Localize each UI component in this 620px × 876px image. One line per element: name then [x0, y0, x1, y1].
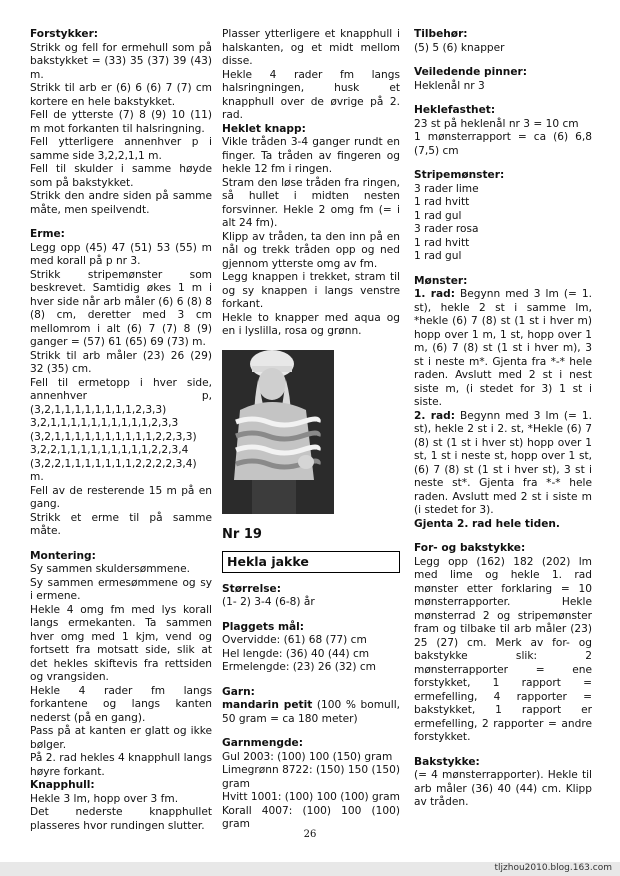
row-label: 1. rad:: [414, 288, 455, 300]
section-heading: Montering:: [30, 549, 96, 562]
text-line: 1 rad hvitt: [414, 236, 470, 249]
section-heading: For- og bakstykke:: [414, 542, 526, 554]
section-heading: Heklefasthet:: [414, 104, 496, 116]
column-right: [414, 28, 592, 821]
text-line: Klipp av tråden, ta den inn på en nål og trekk tråden opp og ned gjennom ytterste omg av fm.: [222, 230, 400, 270]
section-stripemonster: [414, 169, 592, 264]
text-line: 23 st på heklenål nr 3 = 10 cm: [414, 117, 579, 130]
row-text: Begynn med 3 lm (= 1. st), hekle 2 st i samme lm, *hekle (6) 7 (8) st (1 st i hver m) hopp over 1 m, 1 st, hopp over 1 m, (6) 7 (8) st (1 st i hver m), 3 st i neste m*. Gjenta fra *-* hele raden. Avslutt med 2 st i nest siste m, (i stedet for 3) 1 st i siste.: [414, 288, 592, 408]
section-heading: Mønster:: [414, 274, 468, 287]
yarn-details: (100 % bomull, 50 gram = ca 180 meter): [222, 699, 401, 725]
section-heading: Knapphull:: [30, 779, 95, 791]
text-line: (5) 5 (6) knapper: [414, 41, 505, 54]
text-line: 1 rad gul: [414, 250, 462, 262]
row-label: 2. rad:: [414, 409, 455, 422]
text-line: Hekle 4 rader fm langs halsringningen, husk et knapphull over de øvrige på 2. rad.: [222, 68, 400, 121]
section-erme: [30, 228, 212, 539]
girl-in-jacket-illustration: [222, 350, 334, 514]
text-line: Overvidde: (61) 68 (77) cm: [222, 634, 367, 646]
footer-url: tljzhou2010.blog.163.com: [494, 863, 612, 873]
text-line: Strikk til arb er (6) 6 (6) 7 (7) cm kortere en hele bakstykket.: [30, 82, 212, 108]
section-heading: Forstykker:: [30, 28, 99, 40]
yarn-name: mandarin petit: [222, 699, 313, 711]
section-knapphull: [30, 779, 212, 833]
text-line: Hel lengde: (36) 40 (44) cm: [222, 647, 370, 660]
text-line: Fell til ermetopp i hver side, annenhver p, (3,2,1,1,1,1,1,1,1,1,2,3,3) 3,2,1,1,1,1,1,1,1,1,1,1,2,3,3 (3,2,1,1,1,1,1,1,1,1,1,1,2,2,3,3) 3,2,2,1,1,1,1,1,1,1,1,1,2,2,3,4 (3,2,2,1,1,1,1,1,1,1,2,2,2,2,3,4) m.: [30, 376, 212, 483]
section-bakstykke: [414, 756, 592, 810]
text-line: Gjenta 2. rad hele tiden.: [414, 517, 560, 530]
text-line: Strikk stripemønster som beskrevet. Samtidig økes 1 m i hver side når arb måler (6) 6 (8) 8 (8) cm, deretter med 3 cm mellomrom i alt (6) 7 (7) 8 (9) ganger = (57) 61 (65) 69 (73) m.: [30, 268, 212, 348]
pattern-number: Nr 19: [222, 526, 262, 542]
text-line: Sy sammen ermesømmene og sy i ermene.: [30, 576, 212, 602]
text-line: 1 rad hvitt: [414, 196, 470, 208]
text-line: Legg knappen i trekket, stram til og sy knappen i langs venstre forkant.: [222, 271, 400, 310]
text-line: Heklenål nr 3: [414, 79, 485, 92]
text-line: Hvitt 1001: (100) 100 (100) gram: [222, 791, 400, 803]
column-middle: [222, 28, 400, 843]
text-line: Gul 2003: (100) 100 (150) gram: [222, 750, 393, 763]
section-garnmengde: [222, 737, 400, 832]
section-intro: [222, 28, 400, 123]
section-heading: Garn:: [222, 685, 255, 698]
text-line: Fell de ytterste (7) 8 (9) 10 (11) m mot forkanten til halsringning.: [30, 109, 212, 135]
section-forstykker: [30, 28, 212, 217]
pattern-title: Hekla jakke: [222, 551, 400, 573]
section-heading: Bakstykke:: [414, 755, 480, 768]
text-line: Det nederste knapphullet plasseres hvor rundingen slutter.: [30, 806, 212, 832]
text-line: 1 rad gul: [414, 209, 462, 222]
section-heading: Tilbehør:: [414, 28, 468, 40]
text-line: Korall 4007: (100) 100 (100) gram: [222, 804, 400, 830]
text-line: 3 rader lime: [414, 182, 479, 195]
text-line: Fell ytterligere annenhver p i samme side 3,2,2,1,1 m.: [30, 136, 212, 162]
section-heading: Erme:: [30, 228, 65, 240]
text-line: Legg opp (162) 182 (202) lm med lime og hekle 1. rad mønster etter forklaring = 10 mønsterrapporter. Hekle mønsterrad 2 og stripemønster fram og tilbake til arb måler (23) 25 (27) cm. Merk av for- og bakstykke slik: 2 mønsterrapporter = ene forstykket, 1 rapport = ermefelling, 4 rapporter = bakstykket, 1 rapport er ermefelling, 2 rapporter = andre forstykket.: [414, 555, 592, 743]
text-line: 1 mønsterrapport = ca (6) 6,8 (7,5) cm: [414, 131, 592, 157]
text-line: Limegrønn 8722: (150) 150 (150) gram: [222, 764, 400, 790]
section-plaggets-mal: [222, 621, 400, 675]
page-number: 26: [303, 829, 317, 840]
text-line: [414, 410, 592, 518]
section-storrelse: [222, 583, 400, 610]
section-heading: Garnmengde:: [222, 737, 303, 749]
text-line: Hekle 4 rader fm langs forkantene og langs kanten nederst (på en gang).: [30, 684, 212, 724]
text-line: Hekle 3 lm, hopp over 3 fm.: [30, 792, 179, 805]
text-line: Hekle 4 omg fm med lys korall langs ermekanten. Ta sammen hver omg med 1 kjm, vend og fortsett fra motsatt side, slik at det hekles skiftevis fra rettsiden og vrangsiden.: [30, 603, 212, 683]
text-line: (1- 2) 3-4 (6-8) år: [222, 596, 315, 608]
section-heading: Veiledende pinner:: [414, 66, 527, 78]
section-monster: [414, 275, 592, 532]
text-line: Ermelengde: (23) 26 (32) cm: [222, 661, 376, 673]
section-heading: Stripemønster:: [414, 169, 505, 181]
text-line: Plasser ytterligere et knapphull i halskanten, og et midt mellom disse.: [222, 28, 400, 67]
section-heading: Plaggets mål:: [222, 620, 305, 633]
section-for-bakstykke: [414, 542, 592, 745]
text-line: Strikk et erme til på samme måte.: [30, 511, 212, 537]
text-line: 3 rader rosa: [414, 223, 479, 235]
text-line: Pass på at kanten er glatt og ikke bølger.: [30, 725, 212, 751]
section-pinner: [414, 66, 592, 93]
text-line: Stram den løse tråden fra ringen, så hullet i midten nesten forsvinner. Hekle 2 omg fm (= i alt 24 fm).: [222, 176, 400, 229]
section-tilbehor: [414, 28, 592, 55]
text-line: Fell av de resterende 15 m på en gang.: [30, 484, 212, 510]
text-line: (= 4 mønsterrapporter). Hekle til arb måler (36) 40 (44) cm. Klipp av tråden.: [414, 769, 592, 808]
section-heading: Heklet knapp:: [222, 122, 306, 135]
footer-bar: [0, 862, 620, 876]
text-line: Hekle to knapper med aqua og en i lyslilla, rosa og grønn.: [222, 311, 400, 337]
text-line: Legg opp (45) 47 (51) 53 (55) m med korall på p nr 3.: [30, 241, 212, 267]
text-line: Sy sammen skuldersømmene.: [30, 563, 190, 575]
section-montering: [30, 550, 212, 780]
text-line: Strikk den andre siden på samme måte, men speilvendt.: [30, 190, 212, 216]
product-photo: [222, 350, 334, 514]
text-line: På 2. rad hekles 4 knapphull langs høyre forkant.: [30, 752, 212, 778]
section-garn: [222, 686, 400, 727]
text-line: Strikk og fell for ermehull som på bakstykket = (33) 35 (37) 39 (43) m.: [30, 41, 212, 81]
text-line: [414, 288, 592, 410]
section-heading: Størrelse:: [222, 582, 281, 595]
column-left: [30, 28, 212, 844]
text-line: Fell til skulder i samme høyde som på bakstykket.: [30, 163, 212, 189]
text-line: [222, 699, 400, 726]
text-line: Strikk til arb måler (23) 26 (29) 32 (35) cm.: [30, 349, 212, 375]
row-text: Begynn med 3 lm (= 1. st), hekle 2 st i 2. st, *Hekle (6) 7 (8) st (1 st i hver st) hopp over 1 st, 1 st i neste st, hopp over 1 st, (6) 7 (8) st (1 st i hver st), 3 st i neste st*. Gjenta fra *-* hele raden. Avslutt med 2 st i siste m (i stedet for 3).: [414, 409, 592, 516]
section-heklefasthet: [414, 104, 592, 158]
text-line: Vikle tråden 3-4 ganger rundt en finger. Ta tråden av fingeren og hekle 12 fm i ringen.: [222, 136, 400, 175]
section-heklet-knapp: [222, 123, 400, 339]
